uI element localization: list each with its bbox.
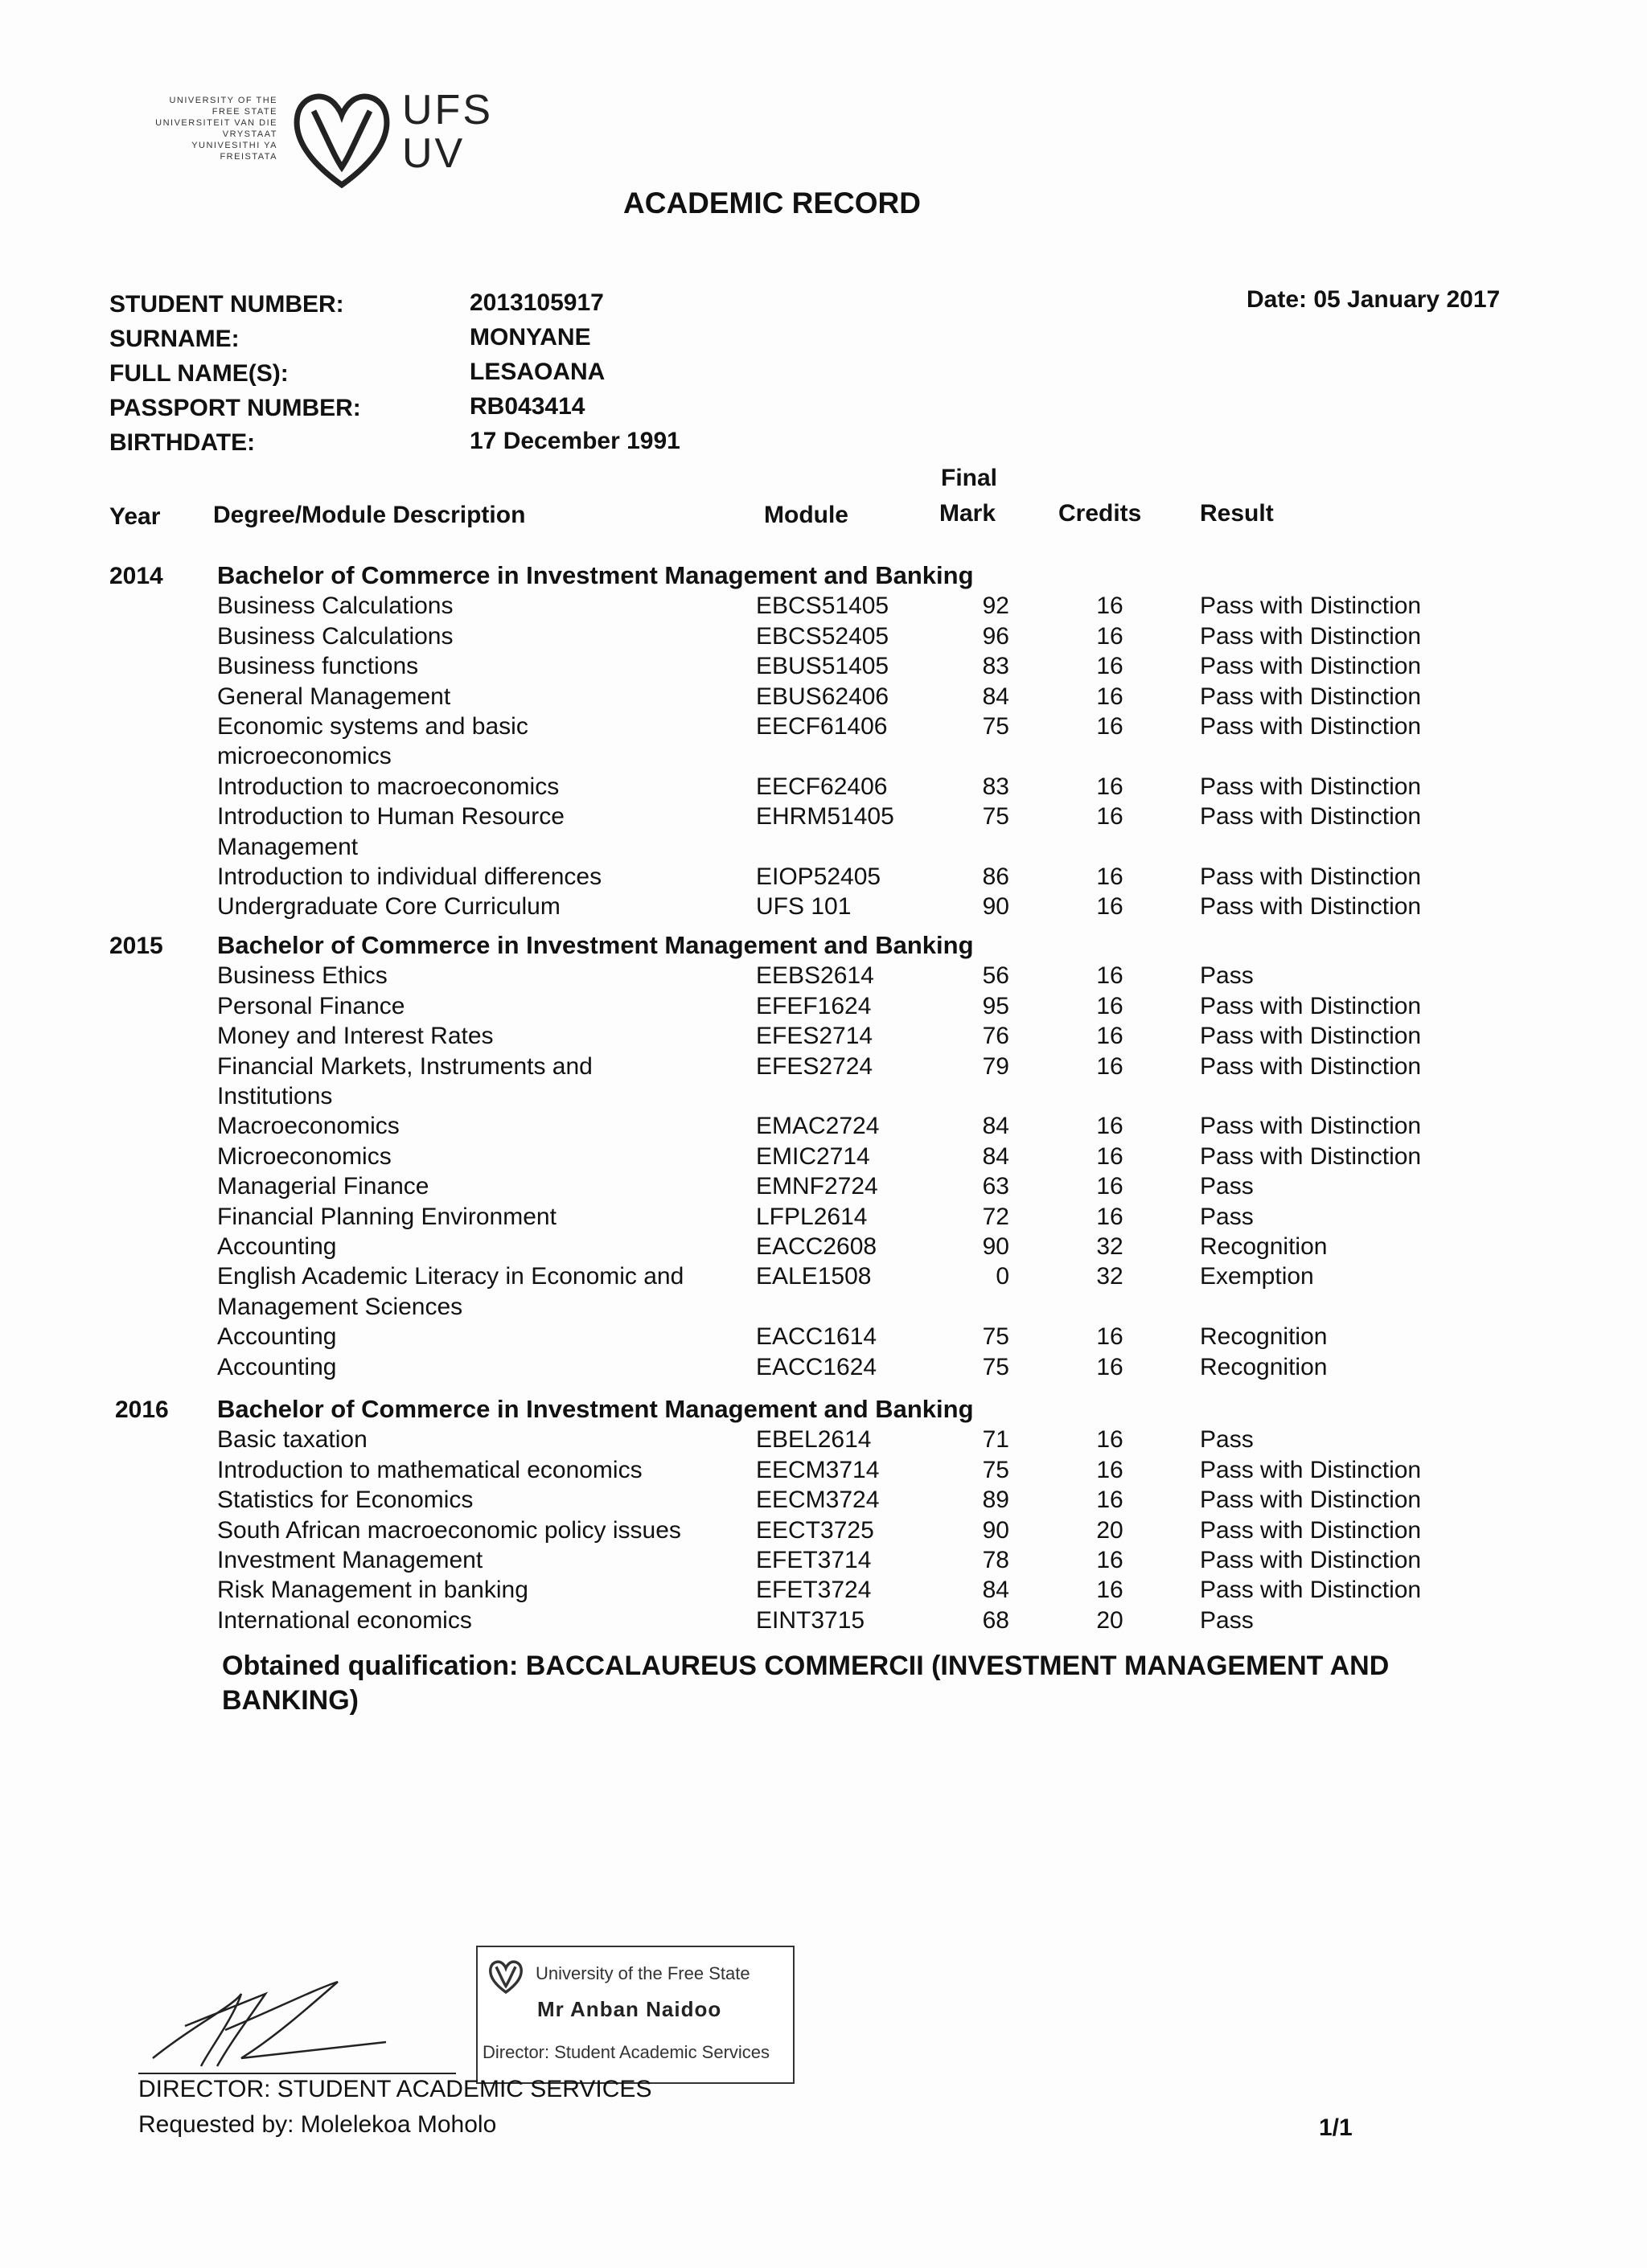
credits: 16 (1096, 713, 1123, 740)
module-description: Business Calculations (217, 593, 454, 620)
module-code: EBEL2614 (756, 1426, 872, 1454)
value-passport: RB043414 (470, 393, 585, 420)
table-row (0, 1023, 1647, 1052)
final-mark: 75 (982, 803, 1009, 831)
final-mark: 90 (982, 1516, 1009, 1544)
final-mark: 96 (982, 622, 1009, 650)
module-description: Accounting (217, 1233, 337, 1260)
final-mark: 89 (982, 1487, 1009, 1514)
result: Pass with Distinction (1200, 683, 1422, 710)
logo-text-line: VRYSTAAT (222, 129, 277, 139)
result: Pass with Distinction (1200, 1516, 1422, 1544)
year-label: 2016 (115, 1396, 169, 1423)
result: Pass with Distinction (1200, 593, 1422, 620)
degree-title: Bachelor of Commerce in Investment Management and Banking (217, 1395, 974, 1423)
module-code: EACC1624 (756, 1353, 877, 1380)
module-code: EFES2714 (756, 1023, 873, 1050)
credits: 16 (1096, 1323, 1123, 1351)
module-description-continued: Institutions (217, 1082, 333, 1109)
module-description: Managerial Finance (217, 1173, 429, 1200)
label-surname: SURNAME: (109, 326, 240, 352)
module-description: General Management (217, 683, 451, 710)
module-description: South African macroeconomic policy issues (217, 1516, 681, 1544)
table-row (0, 683, 1647, 712)
degree-title: Bachelor of Commerce in Investment Management and Banking (217, 931, 974, 959)
table-row (0, 1607, 1647, 1636)
result: Pass with Distinction (1200, 1023, 1422, 1050)
table-row (0, 803, 1647, 860)
module-code: EFEF1624 (756, 992, 872, 1019)
module-description: Microeconomics (217, 1142, 392, 1170)
label-full-names: FULL NAME(S): (109, 360, 289, 387)
final-mark: 83 (982, 773, 1009, 800)
module-code: EIOP52405 (756, 863, 881, 890)
logo-text-line: YUNIVESITHI YA (191, 141, 277, 150)
module-description: Accounting (217, 1323, 337, 1351)
signature-icon (145, 1962, 410, 2074)
final-mark: 90 (982, 1233, 1009, 1260)
module-description: Risk Management in banking (217, 1577, 528, 1604)
final-mark: 84 (982, 1577, 1009, 1604)
table-row (0, 863, 1647, 892)
signature-line (138, 2073, 456, 2074)
final-mark: 95 (982, 992, 1009, 1019)
university-logo-icon (290, 87, 394, 190)
module-description: Introduction to individual differences (217, 863, 602, 890)
credits: 16 (1096, 803, 1123, 831)
final-mark: 75 (982, 1353, 1009, 1380)
table-row (0, 993, 1647, 1022)
result: Pass with Distinction (1200, 622, 1422, 650)
table-row (0, 713, 1647, 770)
value-surname: MONYANE (470, 324, 591, 351)
credits: 16 (1096, 1203, 1123, 1230)
final-mark: 71 (982, 1426, 1009, 1454)
table-row (0, 653, 1647, 682)
col-description: Degree/Module Description (213, 502, 526, 528)
col-final-mark-line1: Final (941, 465, 998, 491)
page-number: 1/1 (1319, 2114, 1353, 2141)
module-description: International economics (217, 1606, 472, 1634)
module-code: EBUS51405 (756, 653, 889, 680)
table-row (0, 893, 1647, 922)
table-row (0, 773, 1647, 802)
final-mark: 79 (982, 1052, 1009, 1080)
module-description-continued: Management Sciences (217, 1293, 463, 1320)
official-stamp (476, 1946, 795, 2084)
director-label: DIRECTOR: STUDENT ACADEMIC SERVICES (138, 2076, 652, 2102)
module-code: EBCS52405 (756, 622, 889, 650)
final-mark: 63 (982, 1173, 1009, 1200)
module-code: EMIC2714 (756, 1142, 870, 1170)
result: Pass with Distinction (1200, 1456, 1422, 1483)
degree-title: Bachelor of Commerce in Investment Management and Banking (217, 561, 974, 589)
module-description: Introduction to macroeconomics (217, 773, 560, 800)
logo-text-line: UNIVERSITEIT VAN DIE (155, 118, 277, 128)
logo-text-line: FREISTATA (220, 152, 277, 162)
result: Pass with Distinction (1200, 653, 1422, 680)
credits: 20 (1096, 1516, 1123, 1544)
requested-by: Requested by: Molelekoa Moholo (138, 2111, 497, 2138)
acronym-uv: UV (402, 130, 466, 177)
final-mark: 84 (982, 1113, 1009, 1140)
module-description-continued: microeconomics (217, 743, 392, 770)
final-mark: 83 (982, 653, 1009, 680)
result: Pass with Distinction (1200, 713, 1422, 740)
final-mark: 84 (982, 1142, 1009, 1170)
module-code: EINT3715 (756, 1606, 865, 1634)
module-code: EEBS2614 (756, 962, 874, 990)
table-row (0, 1547, 1647, 1576)
module-code: EFES2724 (756, 1052, 873, 1080)
final-mark: 75 (982, 713, 1009, 740)
table-row (0, 1052, 1647, 1109)
col-credits: Credits (1058, 500, 1142, 527)
credits: 16 (1096, 683, 1123, 710)
credits: 16 (1096, 992, 1123, 1019)
label-student-number: STUDENT NUMBER: (109, 291, 344, 318)
module-code: LFPL2614 (756, 1203, 868, 1230)
result: Pass with Distinction (1200, 1142, 1422, 1170)
module-code: EALE1508 (756, 1263, 872, 1290)
credits: 16 (1096, 653, 1123, 680)
credits: 32 (1096, 1233, 1123, 1260)
result: Exemption (1200, 1263, 1314, 1290)
module-code: EHRM51405 (756, 803, 894, 831)
value-birthdate: 17 December 1991 (470, 428, 680, 454)
table-row (0, 1143, 1647, 1172)
module-code: EMNF2724 (756, 1173, 878, 1200)
stamp-university: University of the Free State (536, 1963, 750, 1983)
final-mark: 75 (982, 1456, 1009, 1483)
logo-text-line: UNIVERSITY OF THE (169, 96, 277, 105)
final-mark: 72 (982, 1203, 1009, 1230)
module-code: EECF61406 (756, 713, 888, 740)
credits: 16 (1096, 1456, 1123, 1483)
table-row (0, 1426, 1647, 1455)
label-birthdate: BIRTHDATE: (109, 429, 256, 456)
module-description: Business Calculations (217, 622, 454, 650)
module-code: EBCS51405 (756, 593, 889, 620)
table-row (0, 1233, 1647, 1262)
university-name-small (121, 95, 277, 162)
result: Pass (1200, 1606, 1254, 1634)
col-year: Year (109, 503, 161, 530)
final-mark: 90 (982, 893, 1009, 921)
obtained-qualification: Obtained qualification: BACCALAUREUS COMMERCII (INVESTMENT MANAGEMENT AND BANKING) (222, 1651, 1390, 1716)
table-row (0, 593, 1647, 621)
table-row (0, 1173, 1647, 1202)
module-code: EFET3724 (756, 1577, 872, 1604)
credits: 16 (1096, 1353, 1123, 1380)
module-code: EECT3725 (756, 1516, 874, 1544)
module-description: Economic systems and basic (217, 713, 528, 740)
credits: 32 (1096, 1263, 1123, 1290)
module-code: EMAC2724 (756, 1113, 880, 1140)
module-description: Financial Markets, Instruments and (217, 1052, 593, 1080)
credits: 16 (1096, 1113, 1123, 1140)
stamp-title: Director: Student Academic Services (483, 2042, 770, 2062)
value-student-number: 2013105917 (470, 289, 604, 316)
module-description: Personal Finance (217, 992, 405, 1019)
result: Pass with Distinction (1200, 893, 1422, 921)
credits: 16 (1096, 1023, 1123, 1050)
table-row (0, 623, 1647, 652)
credits: 16 (1096, 593, 1123, 620)
year-label: 2014 (109, 563, 163, 589)
final-mark: 0 (996, 1263, 1009, 1290)
table-row (0, 962, 1647, 991)
result: Pass with Distinction (1200, 1113, 1422, 1140)
result: Recognition (1200, 1353, 1328, 1380)
module-code: EFET3714 (756, 1547, 872, 1573)
credits: 20 (1096, 1606, 1123, 1634)
module-description: Statistics for Economics (217, 1487, 474, 1514)
final-mark: 86 (982, 863, 1009, 890)
credits: 16 (1096, 1173, 1123, 1200)
credits: 16 (1096, 962, 1123, 990)
final-mark: 68 (982, 1606, 1009, 1634)
col-final-mark-line2: Mark (939, 500, 996, 527)
module-code: UFS 101 (756, 893, 852, 921)
result: Pass with Distinction (1200, 1487, 1422, 1514)
label-passport: PASSPORT NUMBER: (109, 395, 361, 421)
module-description: English Academic Literacy in Economic and (217, 1263, 684, 1290)
module-description: Accounting (217, 1353, 337, 1380)
credits: 16 (1096, 622, 1123, 650)
table-row (0, 1487, 1647, 1515)
result: Pass with Distinction (1200, 1052, 1422, 1080)
module-code: EBUS62406 (756, 683, 889, 710)
module-description: Financial Planning Environment (217, 1203, 557, 1230)
result: Pass with Distinction (1200, 803, 1422, 831)
stamp-name: Mr Anban Naidoo (537, 1997, 722, 2021)
table-row (0, 1354, 1647, 1383)
credits: 16 (1096, 893, 1123, 921)
result: Pass with Distinction (1200, 1577, 1422, 1604)
module-code: EECM3724 (756, 1487, 880, 1514)
table-row (0, 1113, 1647, 1142)
credits: 16 (1096, 1577, 1123, 1604)
module-code: EECF62406 (756, 773, 888, 800)
table-row (0, 1517, 1647, 1546)
module-description: Introduction to Human Resource (217, 803, 565, 831)
result: Pass (1200, 1203, 1254, 1230)
module-code: EECM3714 (756, 1456, 880, 1483)
table-row (0, 1457, 1647, 1486)
table-row (0, 1204, 1647, 1232)
credits: 16 (1096, 1052, 1123, 1080)
final-mark: 56 (982, 962, 1009, 990)
module-description: Money and Interest Rates (217, 1023, 494, 1050)
page-title: ACADEMIC RECORD (623, 187, 921, 219)
module-description: Introduction to mathematical economics (217, 1456, 643, 1483)
result: Recognition (1200, 1323, 1328, 1351)
result: Pass (1200, 1173, 1254, 1200)
final-mark: 76 (982, 1023, 1009, 1050)
table-row (0, 1263, 1647, 1320)
module-description: Macroeconomics (217, 1113, 400, 1140)
result: Pass with Distinction (1200, 1547, 1422, 1573)
logo-text-line: FREE STATE (212, 107, 277, 117)
final-mark: 78 (982, 1547, 1009, 1573)
credits: 16 (1096, 1547, 1123, 1573)
final-mark: 75 (982, 1323, 1009, 1351)
credits: 16 (1096, 1142, 1123, 1170)
value-full-names: LESAOANA (470, 359, 606, 385)
module-description: Business functions (217, 653, 419, 680)
col-result: Result (1200, 500, 1274, 527)
module-description: Investment Management (217, 1547, 483, 1573)
credits: 16 (1096, 1426, 1123, 1454)
module-description: Business Ethics (217, 962, 388, 990)
final-mark: 92 (982, 593, 1009, 620)
record-date: Date: 05 January 2017 (1247, 286, 1501, 313)
result: Pass with Distinction (1200, 992, 1422, 1019)
module-description-continued: Management (217, 833, 359, 860)
result: Pass with Distinction (1200, 863, 1422, 890)
final-mark: 84 (982, 683, 1009, 710)
result: Pass (1200, 1426, 1254, 1454)
credits: 16 (1096, 773, 1123, 800)
university-acronym (402, 88, 493, 175)
table-row (0, 1323, 1647, 1352)
module-description: Undergraduate Core Curriculum (217, 893, 561, 921)
credits: 16 (1096, 1487, 1123, 1514)
stamp-logo-icon (487, 1958, 524, 1994)
result: Pass with Distinction (1200, 773, 1422, 800)
col-module: Module (764, 502, 848, 528)
acronym-ufs: UFS (402, 87, 493, 133)
result: Pass (1200, 962, 1254, 990)
table-row (0, 1577, 1647, 1606)
module-code: EACC2608 (756, 1233, 877, 1260)
credits: 16 (1096, 863, 1123, 890)
result: Recognition (1200, 1233, 1328, 1260)
module-code: EACC1614 (756, 1323, 877, 1351)
module-description: Basic taxation (217, 1426, 368, 1454)
year-label: 2015 (109, 933, 163, 959)
